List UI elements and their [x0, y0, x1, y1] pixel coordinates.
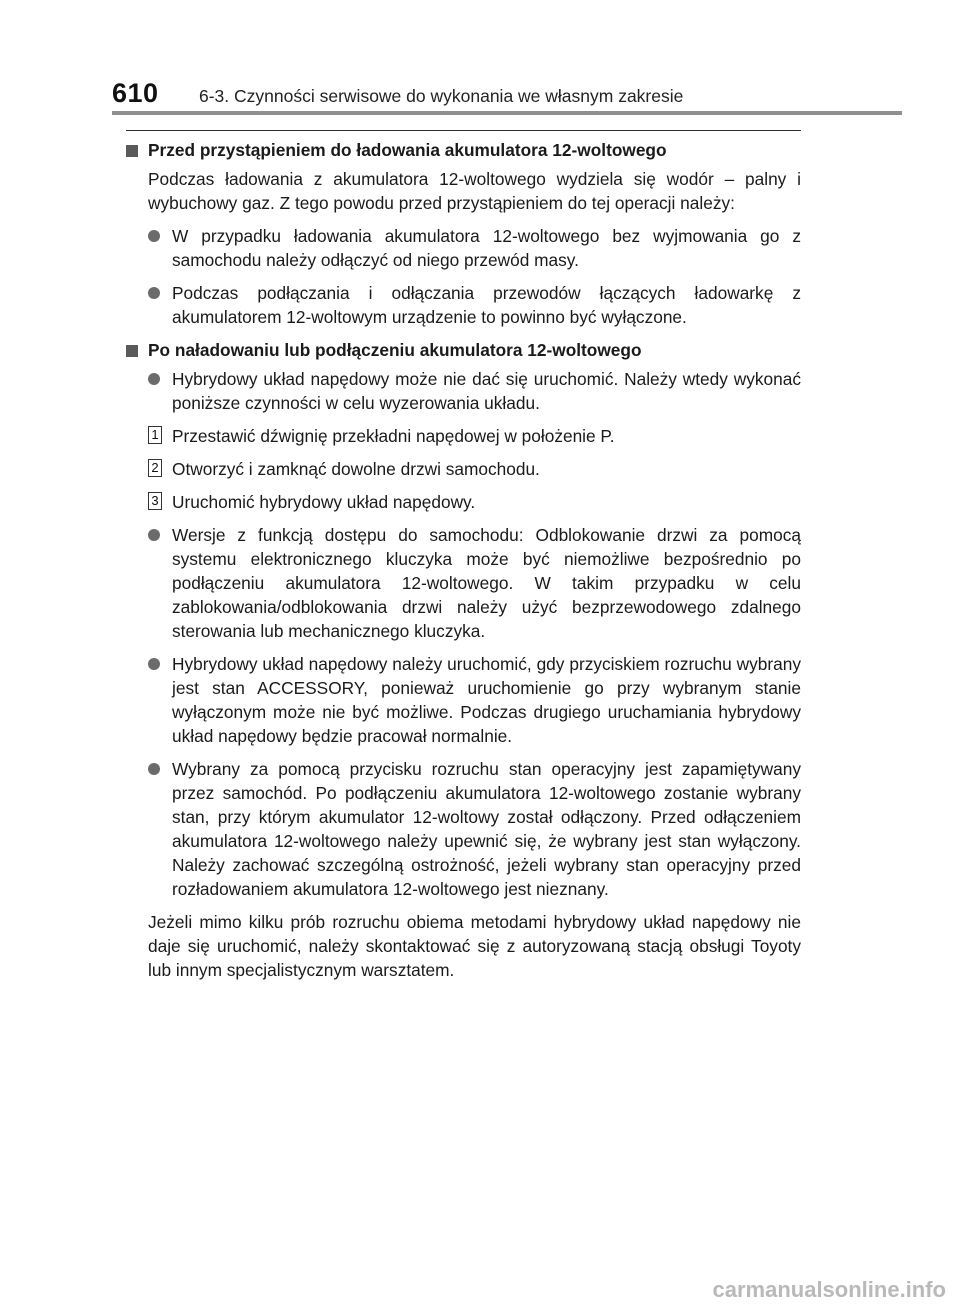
step-text: Otworzyć i zamknąć dowolne drzwi samochodu.: [172, 459, 540, 479]
circle-bullet-icon: [148, 287, 160, 299]
header-divider: [112, 111, 902, 115]
circle-bullet-icon: [148, 658, 160, 670]
list-item-text: W przypadku ładowania akumulatora 12-woltowego bez wyjmowania go z samochodu należy odłączyć od niego przewód masy.: [172, 226, 801, 270]
square-bullet-icon: [126, 345, 138, 357]
section-heading-text: Przed przystąpieniem do ładowania akumulatora 12-woltowego: [148, 140, 667, 160]
list-item-text: Podczas podłączania i odłączania przewodów łączących ładowarkę z akumulatorem 12-woltowym urządzenie to powinno być wyłączone.: [172, 283, 801, 327]
circle-bullet-icon: [148, 763, 160, 775]
watermark: carmanualsonline.info: [712, 1277, 946, 1302]
step-number: 2: [148, 459, 162, 477]
circle-bullet-icon: [148, 373, 160, 385]
section-heading: [126, 138, 801, 162]
page-number: 610: [112, 78, 159, 108]
closing-paragraph: Jeżeli mimo kilku prób rozruchu obiema metodami hybrydowy układ napędowy nie daje się uruchomić, należy skontaktować się z autoryzowaną stacją obsługi Toyoty lub innym specjalistycznym warsztatem.: [148, 912, 801, 980]
circle-bullet-icon: [148, 529, 160, 541]
list-item-text: Wybrany za pomocą przycisku rozruchu stan operacyjny jest zapamiętywany przez samochód. Po podłączeniu akumulatora 12-woltowego zostanie wybrany stan, przy którym akumulator 12-woltowy został odłączony. Przed odłączeniem akumulatora 12-woltowego należy upewnić się, że wybrany jest stan wyłączony. Należy zachować szczególną ostrożność, jeżeli wybrany stan operacyjny przed rozładowaniem akumulatora 12-woltowego jest nieznany.: [172, 759, 801, 899]
list-item-text: Hybrydowy układ napędowy może nie dać się uruchomić. Należy wtedy wykonać poniższe czynności w celu wyzerowania układu.: [172, 369, 801, 413]
list-item-text: Hybrydowy układ napędowy należy uruchomić, gdy przyciskiem rozruchu wybrany jest stan ACCESSORY, ponieważ uruchomienie go przy wybranym stanie wyłączonym może nie być możliwe. Podczas drugiego uruchamiania hybrydowy układ napędowy będzie pracował normalnie.: [172, 654, 801, 746]
chapter-title: 6-3. Czynności serwisowe do wykonania we własnym zakresie: [199, 86, 684, 106]
step-text: Uruchomić hybrydowy układ napędowy.: [172, 492, 476, 512]
section-heading-text: Po naładowaniu lub podłączeniu akumulatora 12-woltowego: [148, 340, 642, 360]
section-divider: [126, 130, 801, 131]
list-item: [126, 224, 801, 272]
list-item: [126, 757, 801, 901]
section-heading: [126, 338, 801, 362]
list-item: [126, 523, 801, 643]
page-content: [126, 138, 801, 991]
list-item-text: Wersje z funkcją dostępu do samochodu: Odblokowanie drzwi za pomocą systemu elektronicznego kluczyka może być niemożliwe bezpośrednio po podłączeniu akumulatora 12-woltowego. W takim przypadku w celu zablokowania/odblokowania drzwi należy użyć bezprzewodowego zdalnego sterowania lub mechanicznego kluczyka.: [172, 525, 801, 641]
step-number: 3: [148, 492, 162, 510]
section-intro: Podczas ładowania z akumulatora 12-woltowego wydziela się wodór – palny i wybuchowy gaz. Z tego powodu przed przystąpieniem do tej operacji należy:: [148, 169, 801, 213]
step-number: 1: [148, 426, 162, 444]
step-item: [126, 490, 801, 514]
circle-bullet-icon: [148, 230, 160, 242]
step-text: Przestawić dźwignię przekładni napędowej w położenie P.: [172, 426, 615, 446]
step-item: [126, 457, 801, 481]
list-item: [126, 652, 801, 748]
list-item: [126, 281, 801, 329]
page-header: [0, 0, 960, 120]
square-bullet-icon: [126, 145, 138, 157]
list-item: [126, 367, 801, 415]
step-item: [126, 424, 801, 448]
